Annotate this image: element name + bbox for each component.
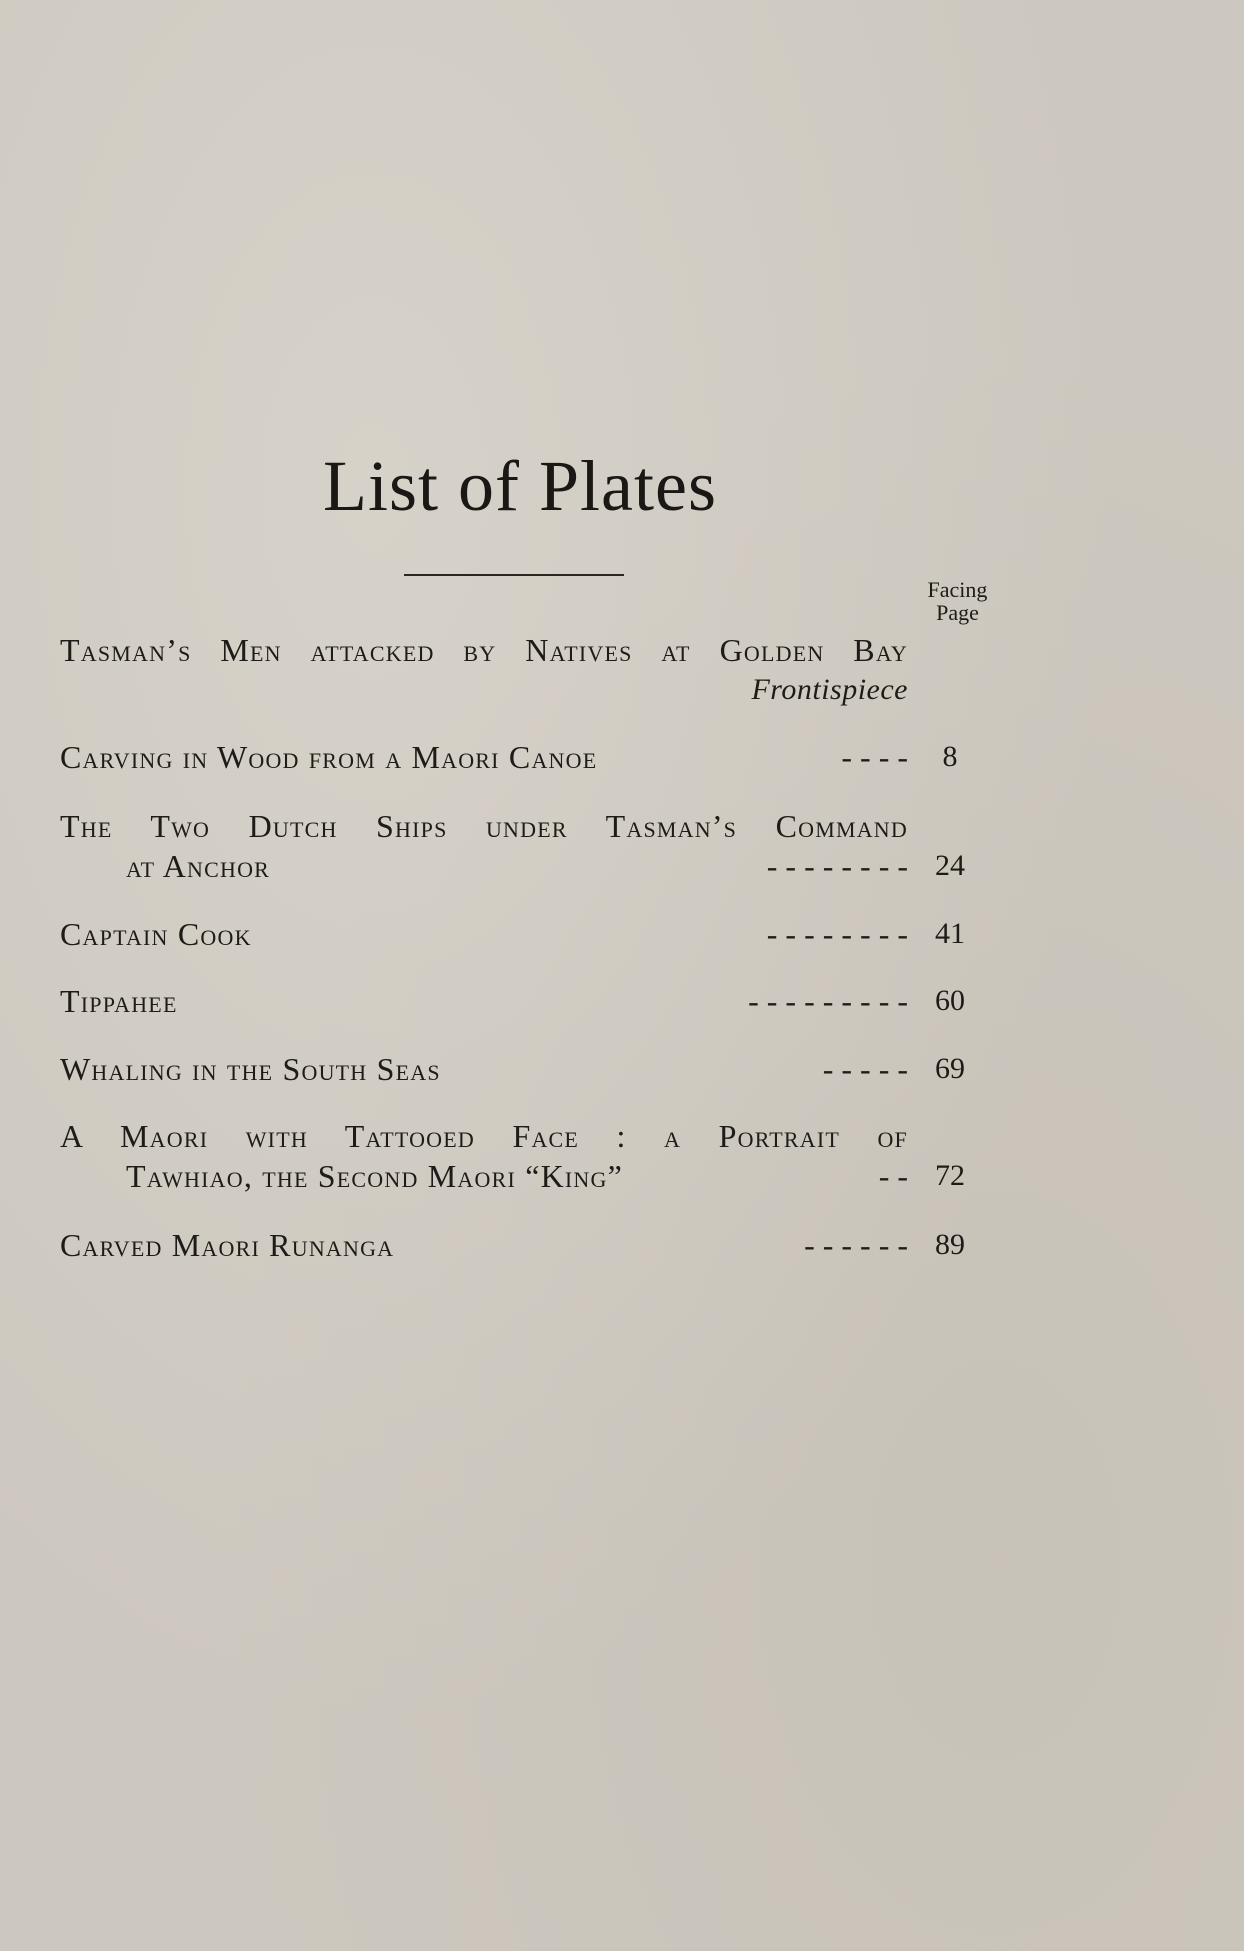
facing-header-line-2: Page: [936, 600, 979, 625]
plate-title-line: The Two Dutch Ships under Tasman’s Command: [60, 808, 908, 844]
facing-header-line-1: Facing: [927, 577, 988, 602]
plate-title-continued: Tawhiao, the Second Maori “King”: [126, 1158, 624, 1194]
plate-page-frontispiece: Frontispiece: [751, 673, 908, 706]
dot-leader: - -: [878, 1158, 908, 1194]
plate-title-line: A Maori with Tattooed Face : a Portrait of: [60, 1118, 908, 1154]
plate-title-line: [60, 981, 980, 1021]
plate-title-continued: at Anchor: [126, 848, 271, 884]
page-title: List of Plates: [323, 446, 717, 526]
plate-entry-two-dutch-ships: [60, 806, 980, 886]
plate-title-line: [60, 1225, 980, 1265]
plate-title-line: [60, 1049, 980, 1089]
plate-entry-maori-tattooed-face: [60, 1116, 980, 1196]
plate-page-number: 89: [935, 1228, 965, 1261]
plate-title-line-2: [60, 846, 980, 886]
plate-entry-tasmans-men: [60, 630, 980, 710]
dot-leader: - - - - - - - -: [766, 848, 908, 884]
plate-title-line: [60, 914, 980, 954]
dot-leader: - - - - - -: [804, 1227, 908, 1263]
plate-page-number: 69: [935, 1052, 965, 1085]
plate-page-number: 72: [935, 1159, 965, 1192]
dot-leader: - - - - -: [822, 1051, 908, 1087]
dot-leader: - - - - - - - -: [766, 916, 908, 952]
plate-title: Tippahee: [60, 983, 178, 1019]
plate-page-number: 8: [942, 740, 958, 773]
plate-entry-carved-runanga: [60, 1225, 980, 1265]
plate-page-number: 41: [935, 917, 965, 950]
plate-title: Whaling in the South Seas: [60, 1051, 441, 1087]
plate-entry-tippahee: [60, 981, 980, 1021]
plate-page-number: 24: [935, 849, 965, 882]
plate-title: Carving in Wood from a Maori Canoe: [60, 739, 598, 775]
title-divider: [404, 574, 624, 576]
plate-title-line: Tasman’s Men attacked by Natives at Golden Bay: [60, 632, 908, 668]
plate-entry-carving-in-wood: [60, 737, 980, 777]
plate-entry-whaling: [60, 1049, 980, 1089]
plate-title-line-2: [60, 1156, 980, 1196]
plate-title: Captain Cook: [60, 916, 252, 952]
dot-leader: - - - -: [841, 739, 908, 775]
plate-entry-captain-cook: [60, 914, 980, 954]
facing-page-header: [910, 578, 1005, 624]
plate-page-line: [60, 670, 980, 710]
plate-title: Carved Maori Runanga: [60, 1227, 395, 1263]
plate-page-number: 60: [935, 984, 965, 1017]
plate-title-line: [60, 737, 980, 777]
dot-leader: - - - - - - - - -: [748, 983, 908, 1019]
